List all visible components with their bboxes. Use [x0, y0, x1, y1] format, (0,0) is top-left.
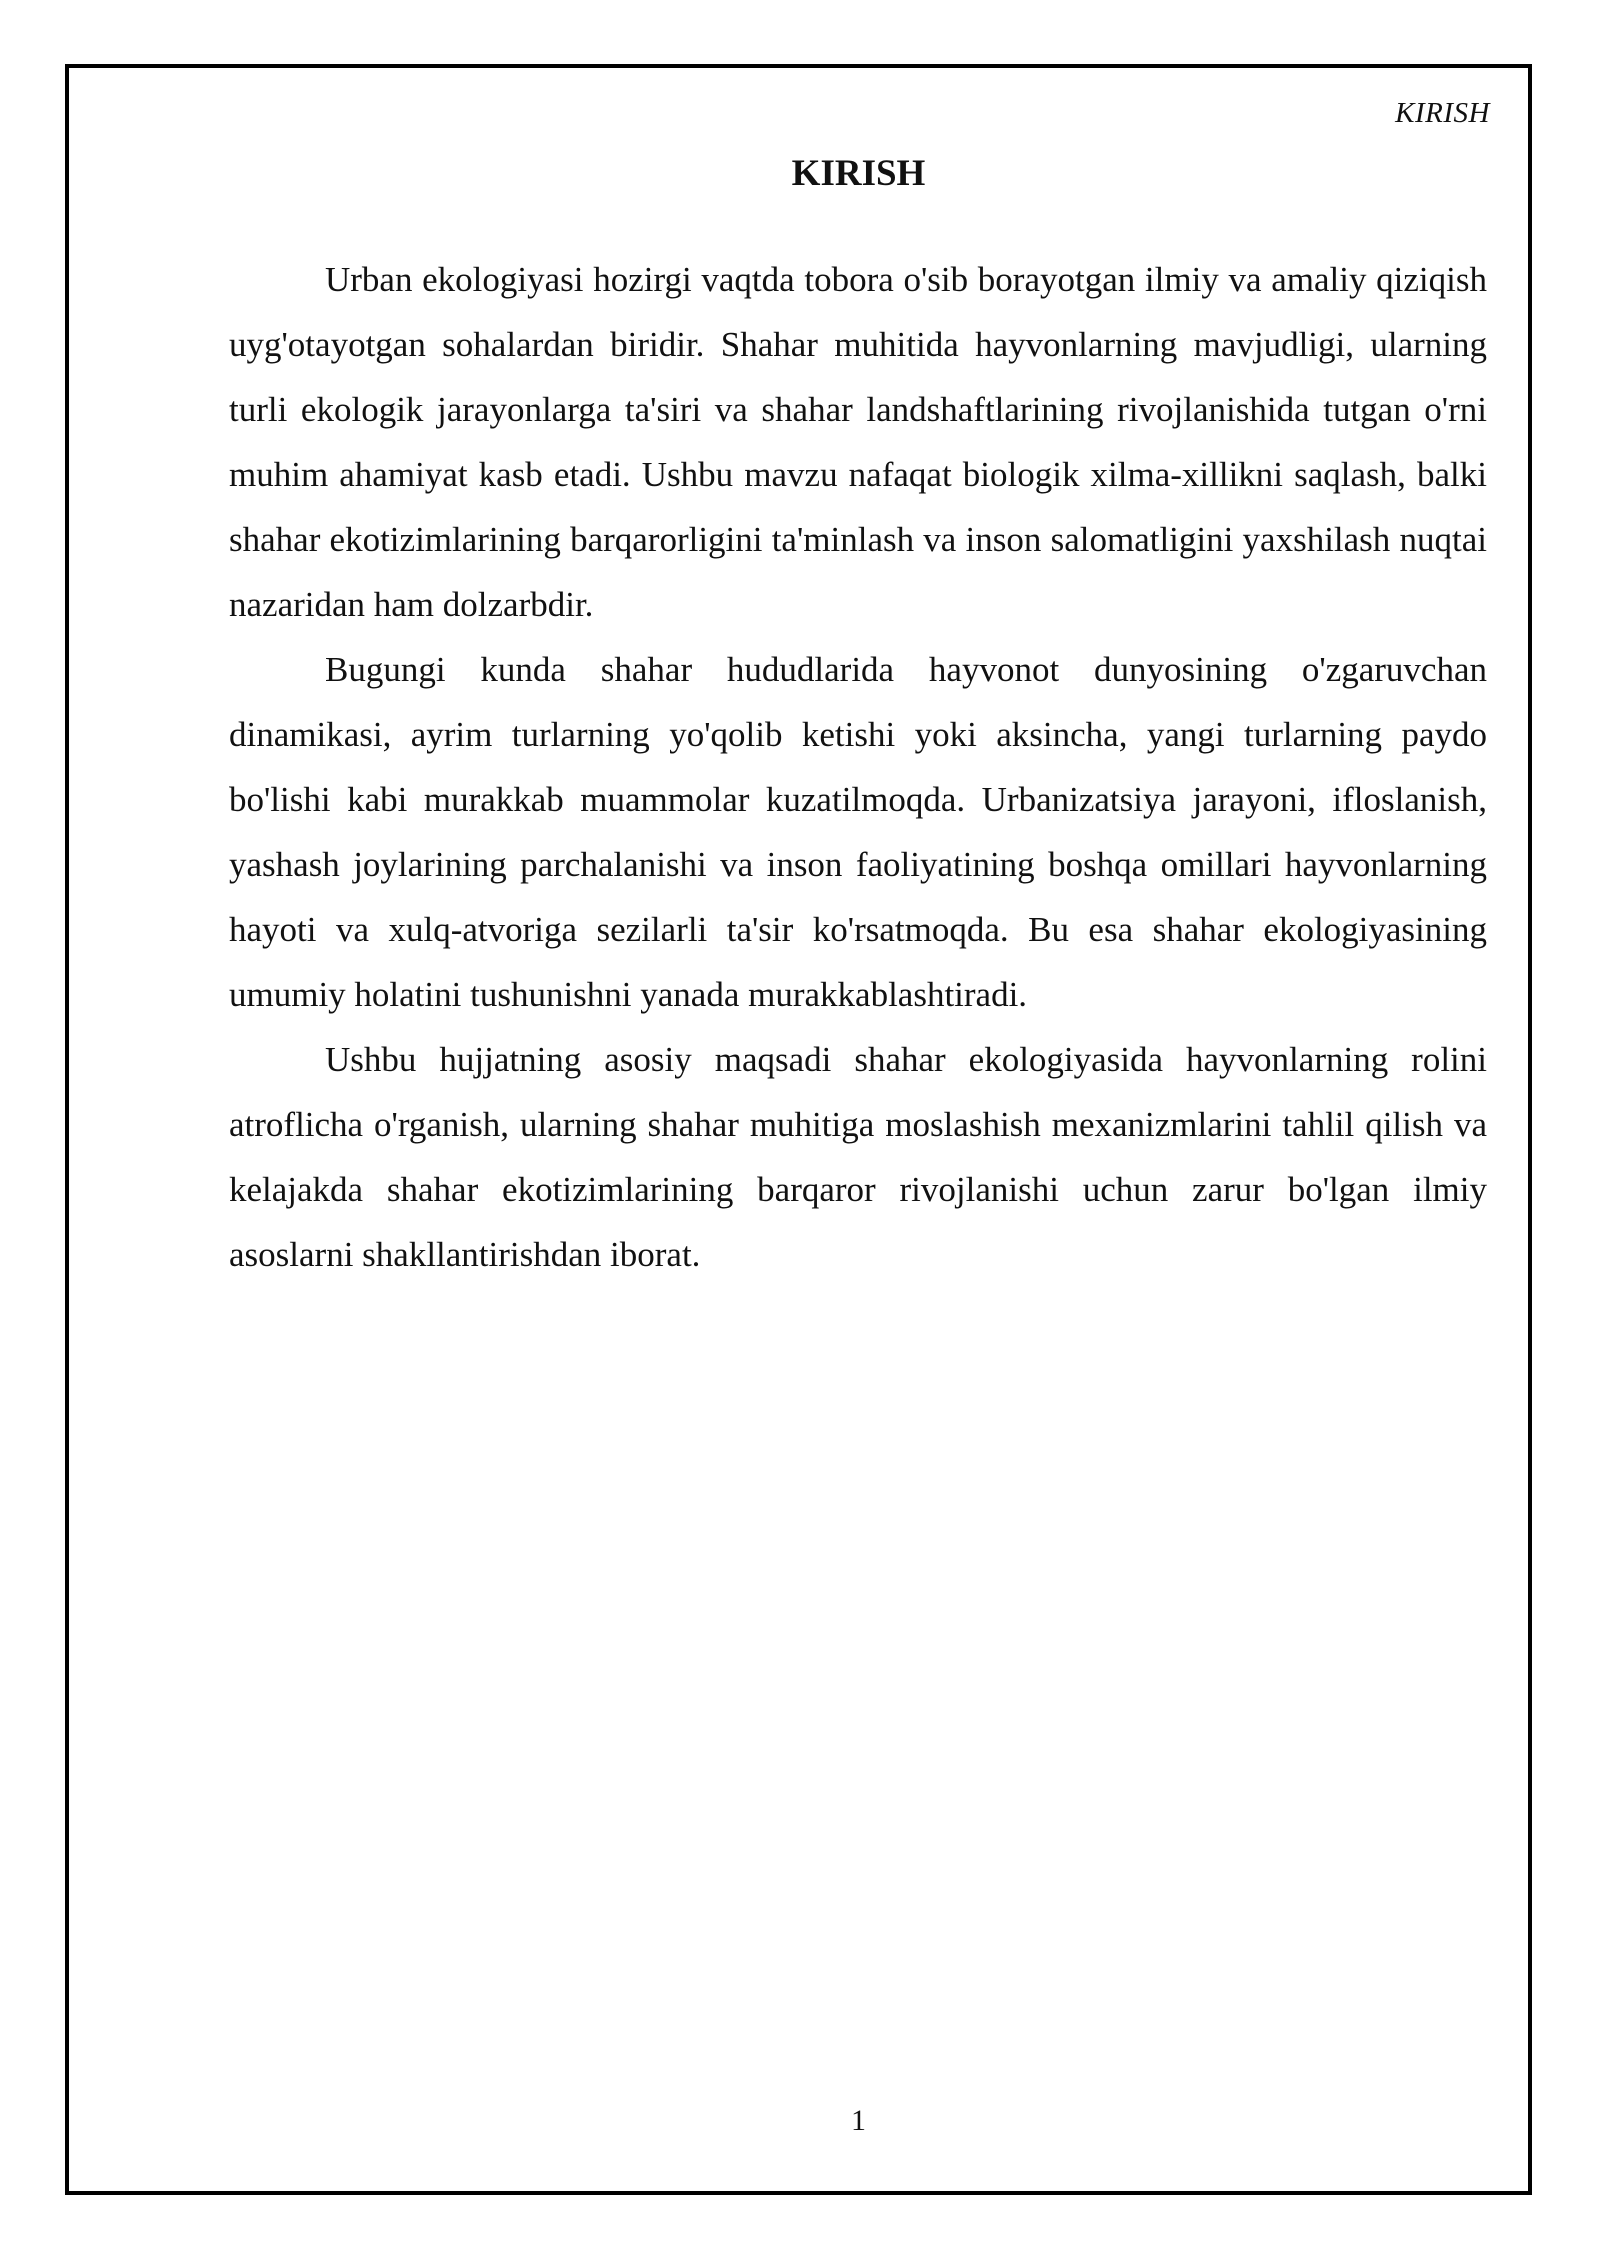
paragraph-2: Bugungi kunda shahar hududlarida hayvonot dunyosining o'zgaruvchan dinamikasi, ayrim turlarning yo'qolib ketishi yoki aksincha, yangi turlarning paydo bo'lishi kabi murakkab muammolar kuzatilmoqda. Urbanizatsiya jarayoni, ifloslanish, yashash joylarining parchalanishi va inson faoliyatining boshqa omillari hayvonlarning hayoti va xulq-atvoriga sezilarli ta'sir ko'rsatmoqda. Bu esa shahar ekologiyasining umumiy holatini tushunishni yanada murakkablashtiradi. [229, 650, 1487, 1014]
body-text [229, 247, 1487, 1287]
page-number: 1 [851, 2104, 866, 2137]
paragraph-3: Ushbu hujjatning asosiy maqsadi shahar ekologiyasida hayvonlarning rolini atroflicha o'rganish, ularning shahar muhitiga moslashish mexanizmlarini tahlil qilish va kelajakda shahar ekotizimlarining barqaror rivojlanishi uchun zarur bo'lgan ilmiy asoslarni shakllantirishdan iborat. [229, 1040, 1487, 1274]
running-header: KIRISH [1395, 97, 1490, 129]
page-title: KIRISH [791, 153, 926, 194]
paragraph-1: Urban ekologiyasi hozirgi vaqtda tobora o'sib borayotgan ilmiy va amaliy qiziqish uyg'otayotgan sohalardan biridir. Shahar muhitida hayvonlarning mavjudligi, ularning turli ekologik jarayonlarga ta'siri va shahar landshaftlarining rivojlanishida tutgan o'rni muhim ahamiyat kasb etadi. Ushbu mavzu nafaqat biologik xilma-xillikni saqlash, balki shahar ekotizimlarining barqarorligini ta'minlash va inson salomatligini yaxshilash nuqtai nazaridan ham dolzarbdir. [229, 260, 1487, 624]
